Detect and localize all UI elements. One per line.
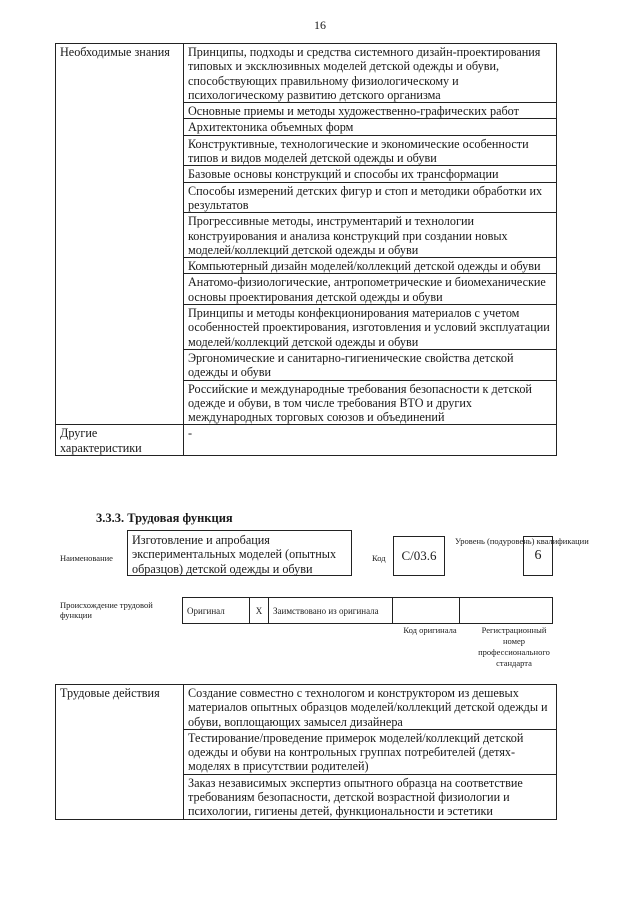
knowledge-item: Прогрессивные методы, инструментарий и технологии конструирования и анализа конструкций при создании новых моделей/коллекций детской одежды и обуви: [184, 213, 557, 258]
level-label: Уровень (подуровень) квалификации: [455, 536, 589, 546]
origin-borrowed-cell: Заимствовано из оригинала: [269, 598, 393, 624]
knowledge-item: Способы измерений детских фигур и стоп и методики обработки их результатов: [184, 182, 557, 213]
knowledge-item: Анатомо-физиологические, антропометрические и биомеханические основы проектирования детской одежды и обуви: [184, 274, 557, 305]
knowledge-item: Архитектоника объемных форм: [184, 119, 557, 135]
origin-code-cell: [393, 598, 460, 624]
knowledge-table: [55, 43, 557, 456]
other-characteristics-value: -: [184, 425, 557, 456]
origin-original-cell: Оригинал: [183, 598, 250, 624]
origin-mark-cell: X: [250, 598, 269, 624]
knowledge-item: Российские и международные требования безопасности к детской одежде и обуви, в том числе требования ВТО и других международных торговых союзов и объединений: [184, 380, 557, 425]
reg-number-caption: Регистрационный номер профессионального стандарта: [478, 625, 550, 668]
knowledge-item: Компьютерный дизайн моделей/коллекций детской одежды и обуви: [184, 258, 557, 274]
knowledge-item: Базовые основы конструкций и способы их трансформации: [184, 166, 557, 182]
knowledge-item: Принципы, подходы и средства системного дизайн-проектирования типовых и эксклюзивных моделей детской одежды и обуви, способствующих правильному физиологическому и психологическому развитию детского организма: [184, 44, 557, 103]
function-name-box: Изготовление и апробация экспериментальных моделей (опытных образцов) детской одежды и обуви: [127, 530, 352, 576]
knowledge-item: Основные приемы и методы художественно-графических работ: [184, 103, 557, 119]
actions-label: Трудовые действия: [56, 685, 184, 820]
actions-table: [55, 684, 557, 820]
other-characteristics-label: Другие характеристики: [56, 425, 184, 456]
action-item: Тестирование/проведение примерок моделей/коллекций детской одежды и обуви на контрольных группах потребителей (детях-моделях в присутствии родителей): [184, 729, 557, 774]
qualification-level-box: 6: [523, 536, 553, 576]
knowledge-item: Конструктивные, технологические и экономические особенности типов и видов моделей детской одежды и обуви: [184, 135, 557, 166]
origin-code-caption: Код оригинала: [403, 625, 457, 635]
origin-table: [182, 597, 553, 624]
action-item: Создание совместно с технологом и конструктором из дешевых материалов опытных образцов моделей/коллекций детской одежды и обуви, воплощающих замысел дизайнера: [184, 685, 557, 730]
function-code-box: С/03.6: [393, 536, 445, 576]
origin-label: Происхождение трудовой функции: [60, 600, 153, 620]
knowledge-item: Эргономические и санитарно-гигиенические свойства детской одежды и обуви: [184, 349, 557, 380]
knowledge-item: Принципы и методы конфекционирования материалов с учетом особенностей проектирования, изготовления и условий эксплуатации моделей/коллекций детской одежды и обуви: [184, 305, 557, 350]
origin-reg-number-cell: [460, 598, 553, 624]
code-label: Код: [372, 553, 386, 563]
knowledge-label: Необходимые знания: [56, 44, 184, 425]
name-label: Наименование: [60, 553, 113, 563]
action-item: Заказ независимых экспертиз опытного образца на соответствие требованиям безопасности, детской возрастной физиологии и психологии, гигиены детей, функциональности и эстетики: [184, 774, 557, 819]
section-heading: 3.3.3. Трудовая функция: [96, 511, 233, 525]
page-number: 16: [314, 18, 326, 32]
